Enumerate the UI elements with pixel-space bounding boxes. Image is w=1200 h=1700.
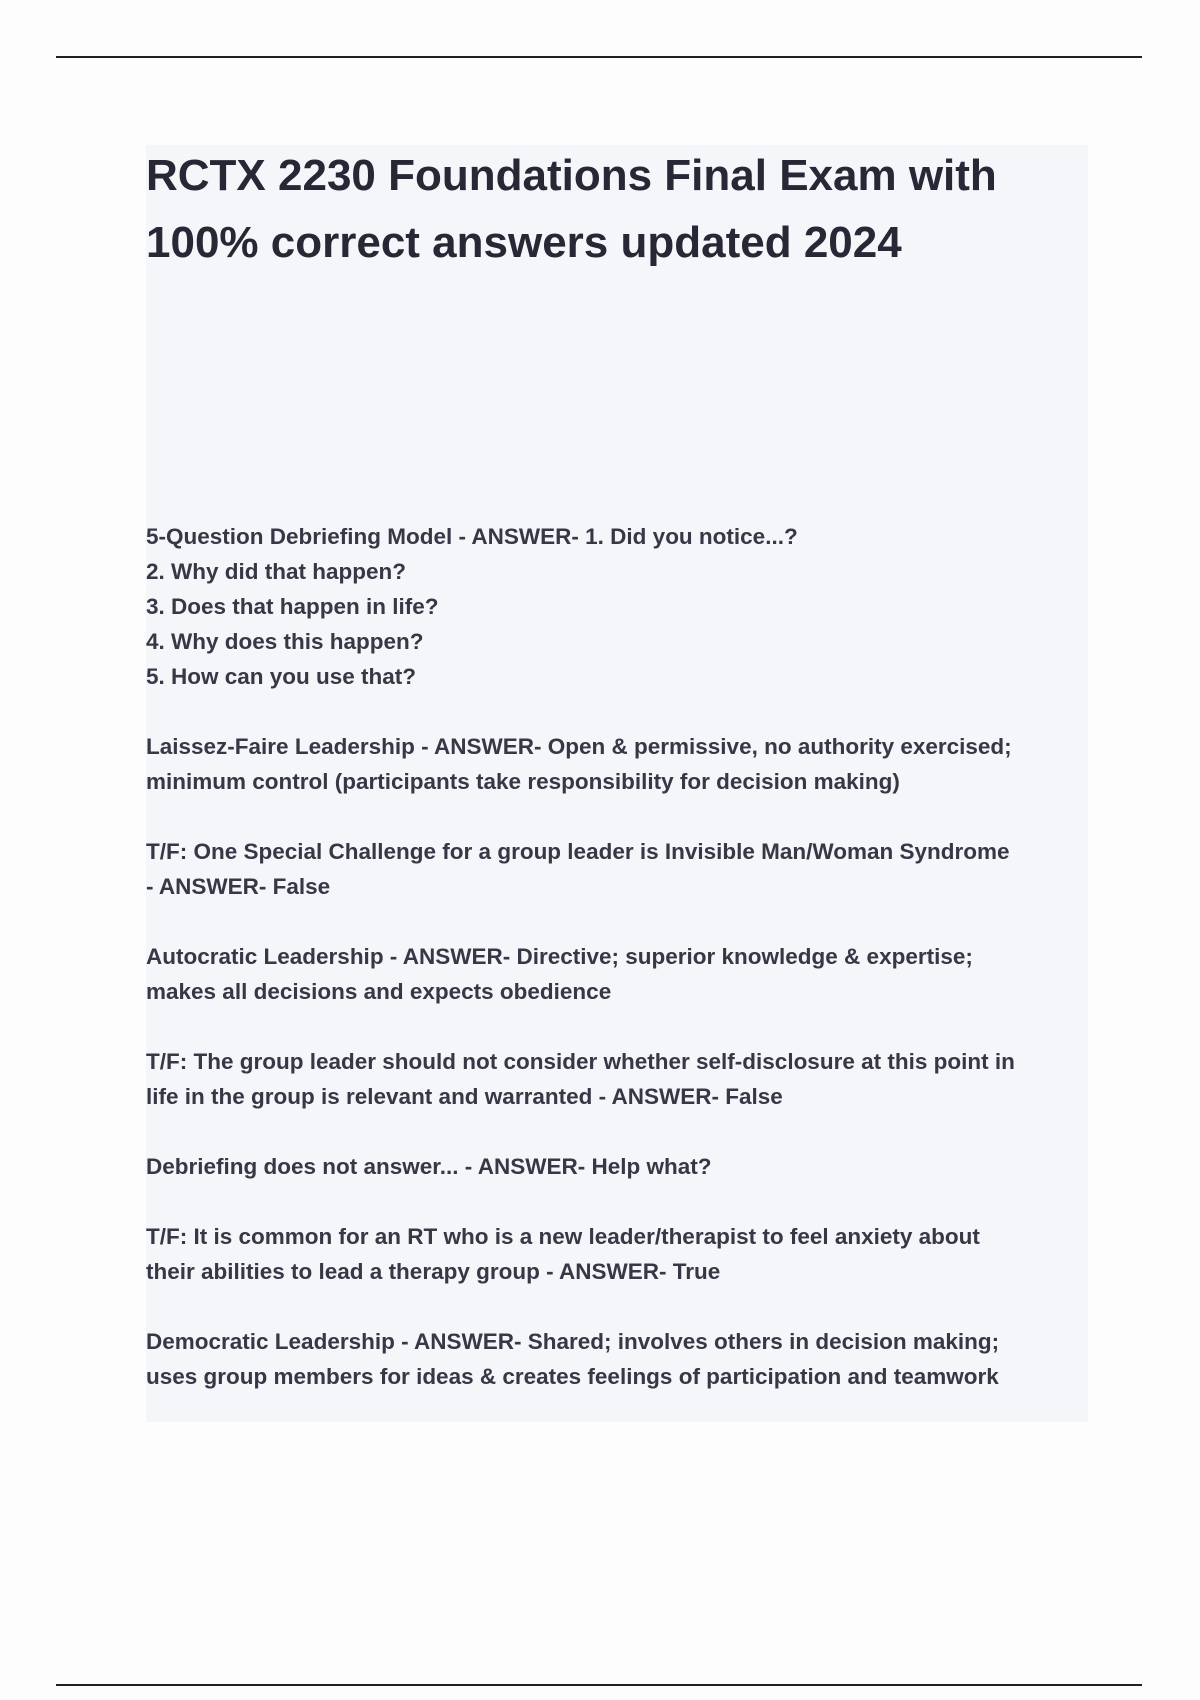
qa-line: T/F: The group leader should not consider whether self-disclosure at this point in bbox=[146, 1049, 1015, 1074]
qa-line: Debriefing does not answer... - ANSWER- Help what? bbox=[146, 1154, 712, 1179]
qa-item-new-leader-anxiety bbox=[146, 1219, 1086, 1289]
qa-line: Laissez-Faire Leadership - ANSWER- Open & permissive, no authority exercised; bbox=[146, 734, 1012, 759]
qa-line: Democratic Leadership - ANSWER- Shared; involves others in decision making; bbox=[146, 1329, 1000, 1354]
qa-line: T/F: One Special Challenge for a group leader is Invisible Man/Woman Syndrome bbox=[146, 839, 1010, 864]
qa-line: 2. Why did that happen? bbox=[146, 559, 406, 584]
qa-line: T/F: It is common for an RT who is a new leader/therapist to feel anxiety about bbox=[146, 1224, 980, 1249]
qa-line: life in the group is relevant and warranted - ANSWER- False bbox=[146, 1084, 783, 1109]
qa-line: 5-Question Debriefing Model - ANSWER- 1. Did you notice...? bbox=[146, 524, 798, 549]
title-line: RCTX 2230 Foundations Final Exam with bbox=[146, 151, 997, 200]
bottom-divider bbox=[56, 1684, 1142, 1686]
qa-item-invisible-syndrome bbox=[146, 834, 1086, 904]
qa-line: their abilities to lead a therapy group - ANSWER- True bbox=[146, 1259, 721, 1284]
qa-item-debriefing-not-answer bbox=[146, 1149, 1086, 1184]
title-line: 100% correct answers updated 2024 bbox=[146, 218, 902, 267]
qa-line: 5. How can you use that? bbox=[146, 664, 417, 689]
qa-line: minimum control (participants take responsibility for decision making) bbox=[146, 769, 900, 794]
qa-line: - ANSWER- False bbox=[146, 874, 331, 899]
document-title bbox=[146, 142, 1076, 276]
qa-item-autocratic bbox=[146, 939, 1086, 1009]
qa-item-self-disclosure bbox=[146, 1044, 1086, 1114]
qa-item-laissez-faire bbox=[146, 729, 1086, 799]
qa-line: 3. Does that happen in life? bbox=[146, 594, 439, 619]
qa-list bbox=[146, 519, 1086, 1429]
qa-line: makes all decisions and expects obedience bbox=[146, 979, 612, 1004]
qa-line: 4. Why does this happen? bbox=[146, 629, 424, 654]
qa-item-democratic bbox=[146, 1324, 1086, 1394]
top-divider bbox=[56, 56, 1142, 58]
qa-line: Autocratic Leadership - ANSWER- Directive; superior knowledge & expertise; bbox=[146, 944, 973, 969]
qa-item-debriefing-model bbox=[146, 519, 1086, 694]
qa-line: uses group members for ideas & creates feelings of participation and teamwork bbox=[146, 1364, 999, 1389]
